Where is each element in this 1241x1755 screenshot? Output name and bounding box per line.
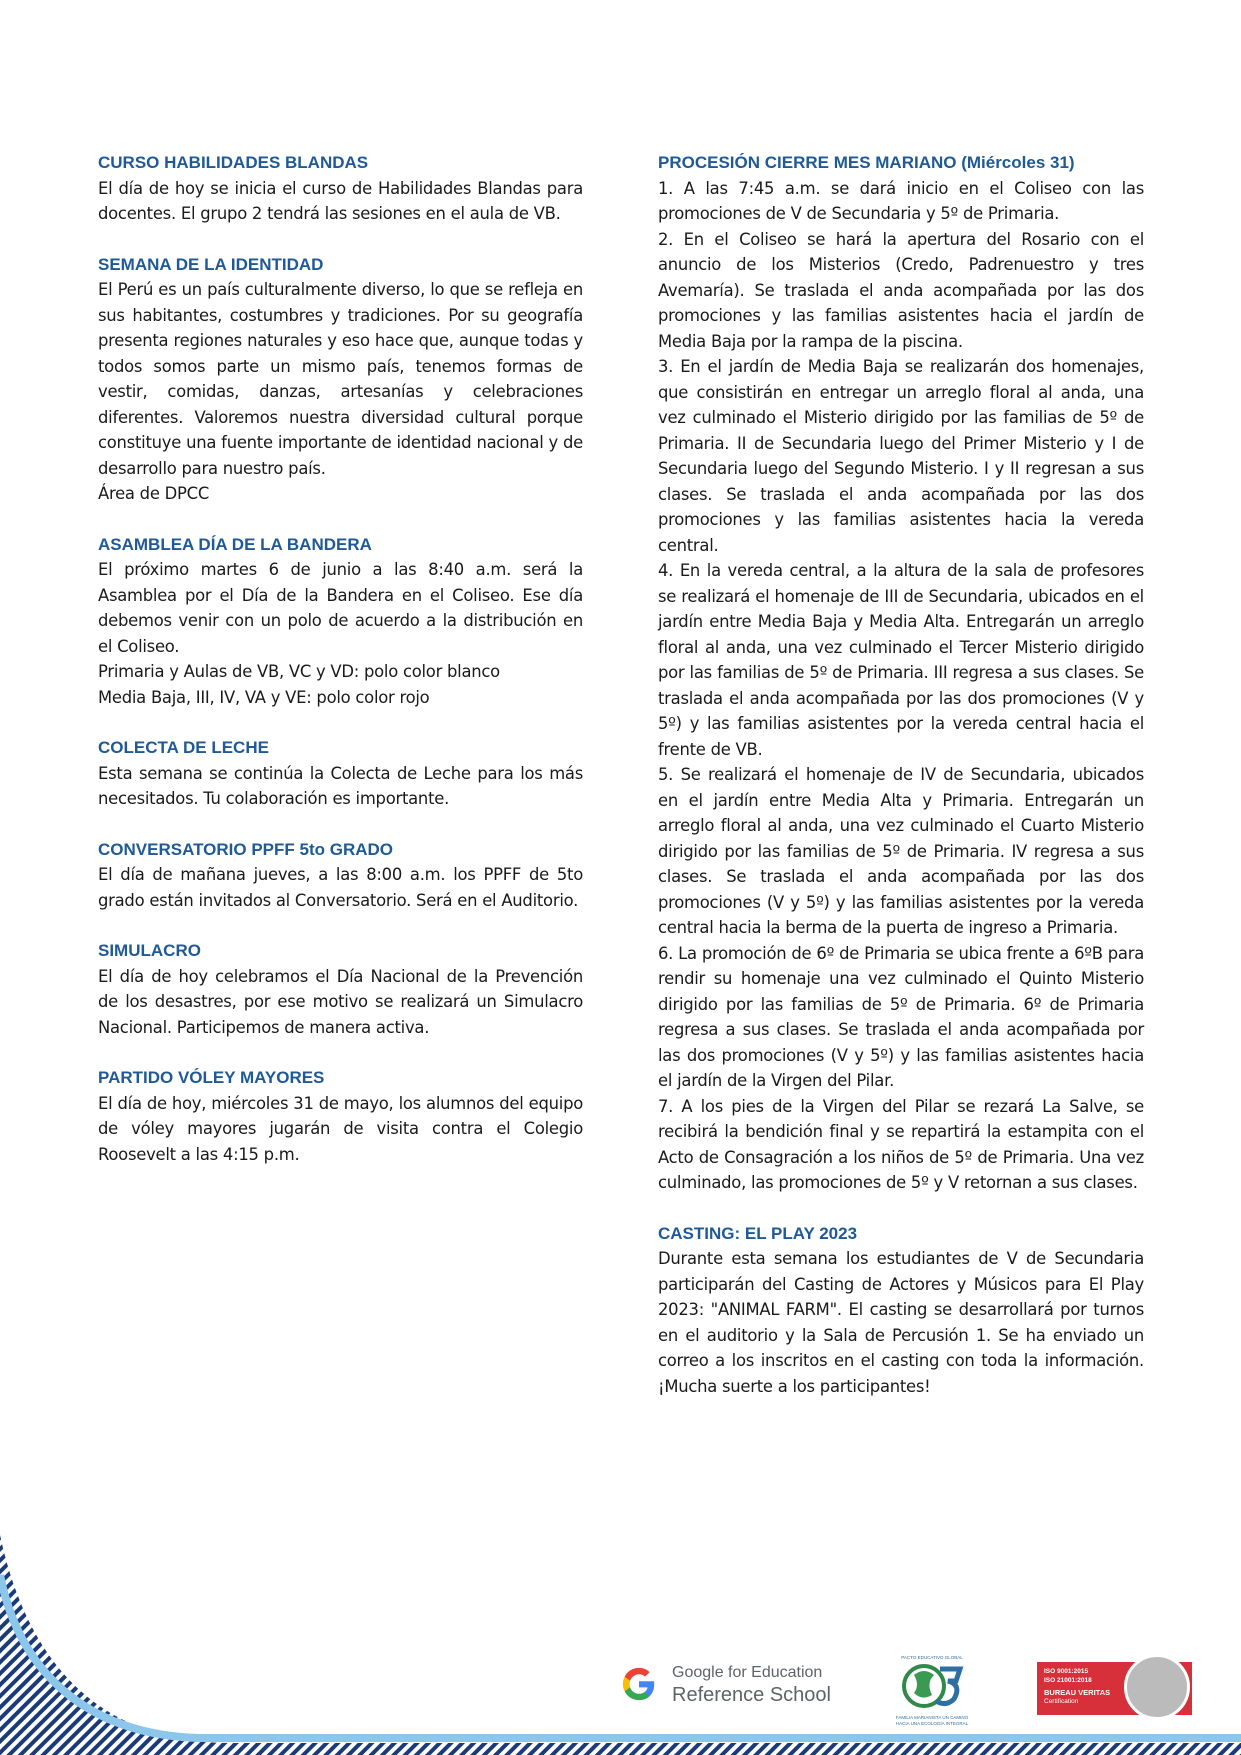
pacto-top-label: PACTO EDUCATIVO GLOBAL [901, 1655, 963, 1660]
left-column [98, 150, 583, 1192]
news-section [98, 150, 583, 227]
news-section [98, 532, 583, 711]
google-reference-school-logo [620, 1662, 831, 1706]
section-paragraph: Área de DPCC [98, 484, 210, 503]
section-paragraph: Primaria y Aulas de VB, VC y VD: polo color blanco [98, 662, 500, 681]
section-paragraph: 4. En la vereda central, a la altura de la sala de profesores se realizará el homenaje de III de Secundaria, ubicados en el jardín entre Media Baja y Media Alta. Entregarán un arreglo floral al anda, una vez culminado el Tercer Misterio dirigido por las familias de 5º de Primaria. III regresa a sus clases. Se traslada el anda acompañada por las dos promociones (V y 5º) y las familias asistentes por la vereda central hacia el frente de VB. [658, 561, 1144, 759]
section-paragraph: Media Baja, III, IV, VA y VE: polo color rojo [98, 687, 430, 707]
news-section [98, 735, 583, 812]
section-heading: COLECTA DE LECHE [98, 738, 269, 757]
section-paragraph: Durante esta semana los estudiantes de V de Secundaria participarán del Casting de Actores y Músicos para El Play 2023: "ANIMAL FARM". El casting se desarrollará por turnos en el auditorio y la Sala de Percusión 1. Se ha enviado un correo a los inscritos en el casting con toda la información. ¡Mucha suerte a los participantes! [658, 1249, 1144, 1396]
section-paragraph: 5. Se realizará el homenaje de IV de Secundaria, ubicados en el jardín entre Media Alta y Primaria. Entregarán un arreglo floral al anda, una vez culminado el Cuarto Misterio dirigido por las familias de 5º de Primaria. IV regresa a sus clases. Se traslada el anda acompañada por las dos promociones (V y 5º) y las familias asistentes por la vereda central hacia la berma de la puerta de ingreso a Primaria. [658, 765, 1144, 937]
section-paragraph: 2. En el Coliseo se hará la apertura del Rosario con el anuncio de los Misterios (Credo, Padrenuestro y tres Avemaría). Se traslada el anda acompañada por las dos promociones y las familias asistentes hacia el jardín de Media Baja por la rampa de la piscina. [658, 229, 1144, 351]
certification-label: Certification [1044, 1698, 1079, 1705]
section-heading: SIMULACRO [98, 941, 201, 960]
footer-wave-decoration [0, 1535, 1241, 1755]
iso-9001-label: ISO 9001:2015 [1044, 1668, 1089, 1675]
section-paragraph: El día de mañana jueves, a las 8:00 a.m. los PPFF de 5to grado están invitados al Conversatorio. Será en el Auditorio. [98, 865, 583, 910]
section-paragraph: 1. A las 7:45 a.m. se dará inicio en el Coliseo con las promociones de V de Secundaria y 5º de Primaria. [658, 178, 1144, 223]
pacto-bottom-label: FAMILIA MARIANISTA UN CAMINO HACIA UNA ECOLOGÍA INTEGRAL [895, 1715, 969, 1726]
google-g-icon [620, 1665, 658, 1703]
section-paragraph: El día de hoy se inicia el curso de Habilidades Blandas para docentes. El grupo 2 tendrá las sesiones en el aula de VB. [98, 178, 583, 223]
news-section [658, 150, 1144, 1196]
pacto-educativo-logo [892, 1655, 972, 1727]
bureau-veritas-logo [1037, 1662, 1192, 1715]
news-section [658, 1221, 1144, 1400]
news-section [98, 938, 583, 1040]
news-section [98, 1065, 583, 1167]
google-education-label: Google for Education [672, 1664, 823, 1681]
section-heading: ASAMBLEA DÍA DE LA BANDERA [98, 534, 372, 554]
section-paragraph: 7. A los pies de la Virgen del Pilar se rezará La Salve, se recibirá la bendición final y se repartirá la estampita con el Acto de Consagración a los niños de 5º de Primaria. Una vez culminado, las promociones de 5º y V retornan a sus clases. [658, 1096, 1144, 1192]
bureau-veritas-seal-icon [1124, 1654, 1190, 1720]
section-paragraph: El Perú es un país culturalmente diverso, lo que se refleja en sus habitantes, costumbres y tradiciones. Por su geografía presenta regiones naturales y eso hace que, aunque todas y todos somos parte un mismo país, tenemos formas de vestir, comidas, danzas, artesanías y celebraciones diferentes. Valoremos nuestra diversidad cultural porque constituye una fuente importante de identidad nacional y de desarrollo para nuestro país. [98, 280, 583, 478]
right-column [658, 150, 1144, 1424]
section-heading: CASTING: EL PLAY 2023 [658, 1223, 858, 1243]
section-paragraph: El día de hoy celebramos el Día Nacional de la Prevención de los desastres, por ese motivo se realizará un Simulacro Nacional. Participemos de manera activa. [98, 966, 583, 1037]
section-heading: PROCESIÓN CIERRE MES MARIANO (Miércoles 31) [658, 153, 1075, 172]
section-paragraph: El día de hoy, miércoles 31 de mayo, los alumnos del equipo de vóley mayores jugarán de visita contra el Colegio Roosevelt a las 4:15 p.m. [98, 1093, 583, 1164]
reference-school-label: Reference School [672, 1684, 831, 1706]
section-paragraph: Esta semana se continúa la Colecta de Leche para los más necesitados. Tu colaboración es importante. [98, 763, 583, 808]
bureau-veritas-label: BUREAU VERITAS [1044, 1688, 1111, 1697]
news-section [98, 252, 583, 507]
section-heading: SEMANA DE LA IDENTIDAD [98, 254, 324, 274]
pacto-globe-icon [896, 1661, 968, 1711]
section-paragraph: 3. En el jardín de Media Baja se realizarán dos homenajes, que consistirán en entregar un arreglo floral al anda, una vez culminado el Misterio dirigido por las familias de 5º de Primaria. II de Secundaria luego del Primer Misterio y I de Secundaria luego del Segundo Misterio. I y II regresan a sus clases. Se traslada el anda acompañada por las dos promociones y las familias asistentes hacia la vereda central. [658, 357, 1144, 555]
section-heading: CURSO HABILIDADES BLANDAS [98, 153, 369, 172]
section-paragraph: El próximo martes 6 de junio a las 8:40 a.m. será la Asamblea por el Día de la Bandera en el Coliseo. Ese día debemos venir con un polo de acuerdo a la distribución en el Coliseo. [98, 560, 583, 656]
section-heading: PARTIDO VÓLEY MAYORES [98, 1068, 325, 1087]
section-heading: CONVERSATORIO PPFF 5to GRADO [98, 839, 394, 859]
news-section [98, 837, 583, 914]
section-paragraph: 6. La promoción de 6º de Primaria se ubica frente a 6ºB para rendir su homenaje una vez culminado el Quinto Misterio dirigido por las familias de 5º de Primaria. 6º de Primaria regresa a sus clases. Se traslada el anda acompañada por las dos promociones (V y 5º) y las familias asistentes hacia el jardín de la Virgen del Pilar. [658, 943, 1144, 1090]
iso-21001-label: ISO 21001:2018 [1044, 1677, 1092, 1684]
